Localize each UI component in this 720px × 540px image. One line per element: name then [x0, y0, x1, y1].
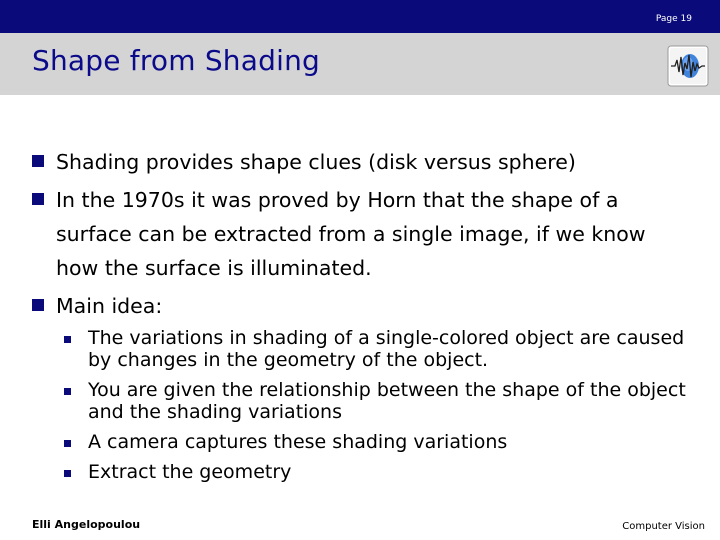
bullet-item [32, 145, 692, 179]
sub-bullet-text: You are given the relationship between the shape of the object and the shading variations [88, 379, 686, 423]
sub-bullet-item [62, 379, 692, 423]
bullet-item [32, 183, 692, 285]
sub-bullet-text: Extract the geometry [88, 461, 292, 483]
bullet-text: In the 1970s it was proved by Horn that the shape of a surface can be extracted from a single image, if we know how the surface is illuminated. [56, 188, 646, 280]
sub-bullet-list [32, 327, 692, 483]
small-square-bullet-icon [64, 470, 71, 477]
square-bullet-icon [32, 193, 44, 205]
footer-course: Computer Vision [622, 521, 705, 532]
square-bullet-icon [32, 299, 44, 311]
sub-bullet-item [62, 327, 692, 371]
bullet-list [32, 145, 692, 491]
small-square-bullet-icon [64, 440, 71, 447]
sub-bullet-item [62, 431, 692, 453]
header-bar [0, 0, 720, 33]
waveform-logo-icon [667, 45, 709, 87]
slide-title: Shape from Shading [32, 44, 320, 77]
sub-bullet-item [62, 461, 692, 483]
page-number: Page 19 [655, 14, 692, 24]
bullet-item [32, 289, 692, 323]
bullet-text: Main idea: [56, 294, 163, 318]
footer-author: Elli Angelopoulou [32, 518, 141, 531]
small-square-bullet-icon [64, 388, 71, 395]
sub-bullet-text: A camera captures these shading variations [88, 431, 508, 453]
bullet-text: Shading provides shape clues (disk versus sphere) [56, 150, 576, 174]
small-square-bullet-icon [64, 336, 71, 343]
sub-bullet-text: The variations in shading of a single-colored object are caused by changes in the geometry of the object. [88, 327, 685, 371]
square-bullet-icon [32, 155, 44, 167]
